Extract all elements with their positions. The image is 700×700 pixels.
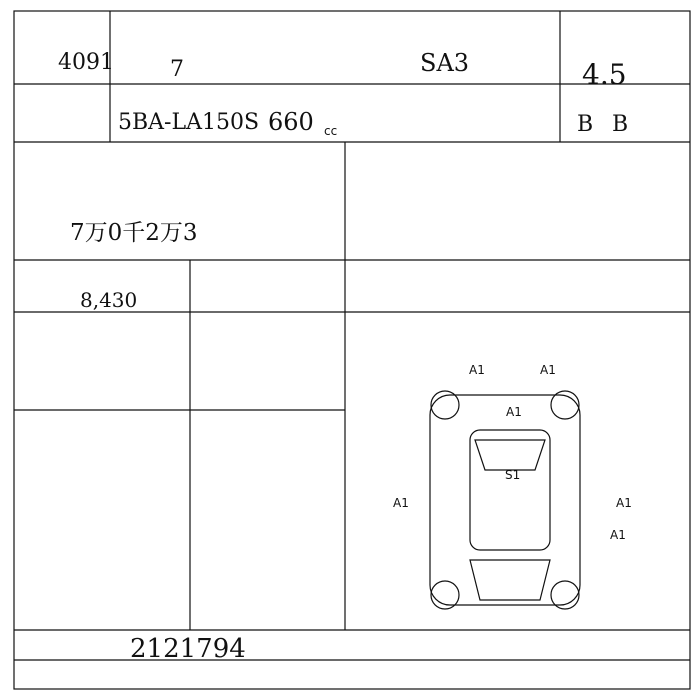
diagram-mark: A1	[616, 496, 632, 510]
score-value: 4.5	[582, 58, 627, 91]
grade-handwriting: SA3	[420, 49, 470, 77]
diagram-mark: A1	[393, 496, 409, 510]
body-code: 5BA-LA150S	[118, 110, 260, 135]
diagram-mark: A1	[610, 528, 626, 542]
interior-grade: B	[612, 112, 629, 137]
mileage-value: 7万0千2万3	[70, 220, 198, 246]
diagram-mark: A1	[540, 363, 556, 377]
chassis-number: 2121794	[130, 634, 246, 664]
recycle-fee: 8,430	[80, 288, 138, 312]
registration-year: 7	[170, 57, 184, 82]
car-diagram	[430, 391, 580, 609]
displacement-unit: cc	[324, 124, 338, 138]
diagram-mark: A1	[469, 363, 485, 377]
diagram-mark: A1	[506, 405, 522, 419]
lot-number: 4091	[58, 50, 114, 75]
exterior-grade: B	[577, 112, 594, 137]
displacement-value: 660	[268, 108, 314, 136]
diagram-mark: S1	[505, 468, 521, 482]
